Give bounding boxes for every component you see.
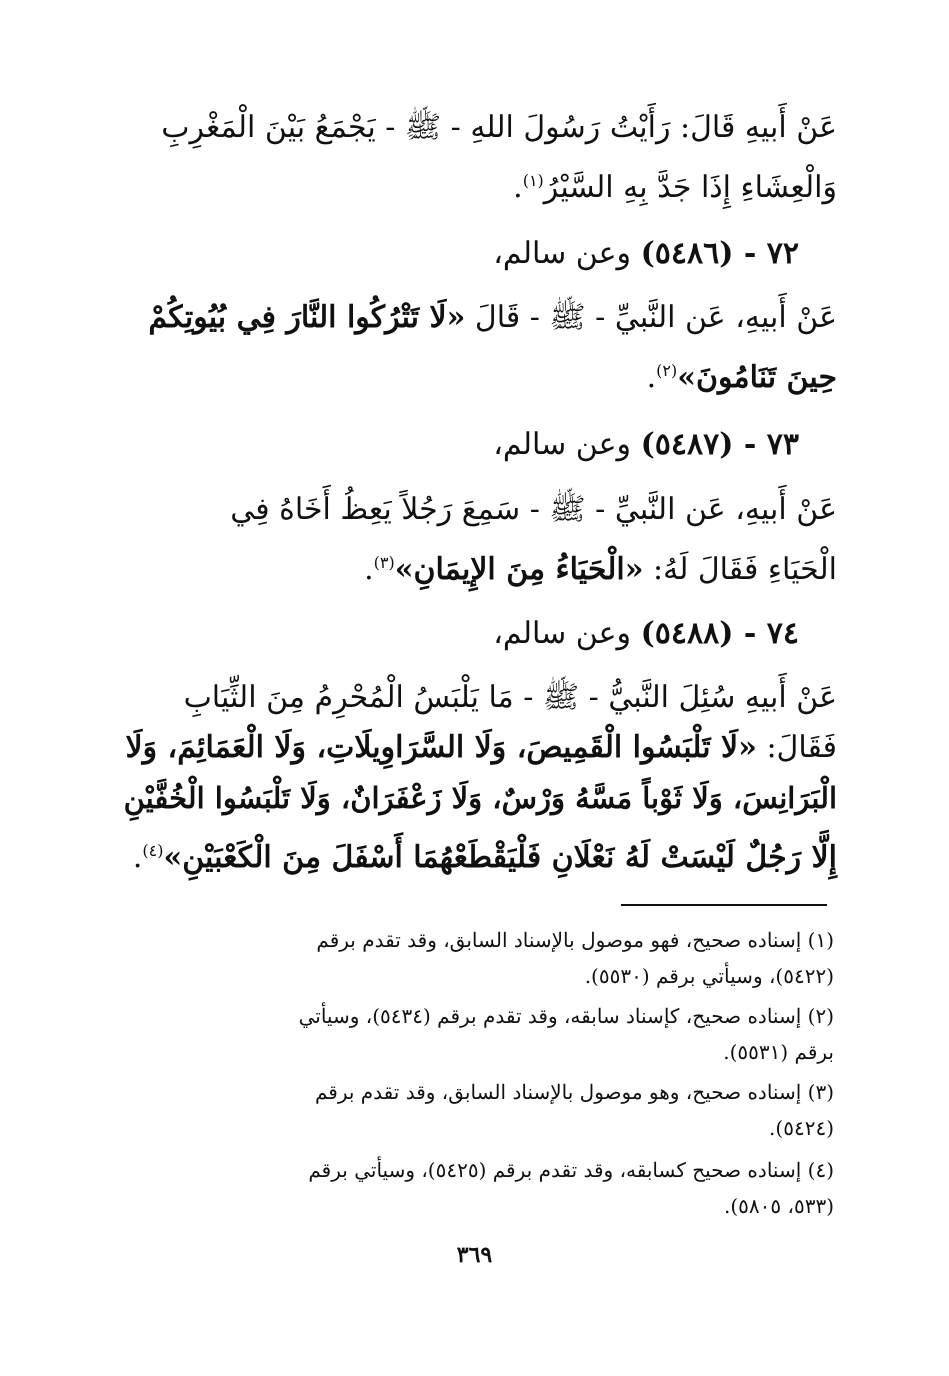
hadith-74-line-3: [120, 776, 837, 820]
hadith-74-narration: عَنْ أَبيهِ سُئِلَ النَّبيُّ - ﷺ - مَا يَلْبَسُ الْمُحْرِمُ مِنَ الثِّيَابِ: [183, 680, 837, 715]
page-number: ٣٦٩: [456, 1242, 493, 1268]
sentence-end: .: [364, 552, 374, 587]
footnote-4-line-2: [118, 1191, 834, 1221]
hadith-73-line-1: [120, 488, 837, 532]
footnote-1-line-1: [118, 925, 834, 955]
hadith-74-heading: [493, 612, 799, 656]
hadith-74-quote-cont: الْبَرَانِسَ، وَلَا ثَوْباً مَسَّهُ وَرْسٌ، وَلَا زَعْفَرَانٌ، وَلَا تَلْبَسُوا الْخُفَّيْنِ: [123, 781, 837, 815]
hadith-74-chain: وعن سالم،: [493, 616, 632, 651]
footnote-marker-3: (٣): [373, 553, 395, 572]
hadith-72-line-2: [120, 349, 837, 400]
footnote-3-line-1: [118, 1077, 834, 1107]
hadith-74-line-2: [120, 726, 837, 770]
hadith-72-narration: عَنْ أَبيهِ، عَن النَّبيِّ - ﷺ - قَالَ: [474, 300, 837, 335]
hadith-74-quote-end: إِلَّا رَجُلٌ لَيْسَتْ لَهُ نَعْلَانِ فَلْيَقْطَعْهُمَا أَسْفَلَ مِنَ الْكَعْبَيْنِ»: [163, 840, 837, 875]
hadith-72-heading: [493, 232, 799, 276]
footnote-3-line-2: [118, 1113, 834, 1143]
footnote-2-text: (٢) إسناده صحيح، كإسناد سابقه، وقد تقدم برقم (٥٤٣٤)، وسيأتي: [298, 1004, 834, 1028]
footnote-4-line-1: [118, 1155, 834, 1185]
hadith-71-line-2: [120, 159, 837, 210]
footnote-1-line-2: [118, 961, 834, 991]
hadith-72-quote: «لَا تَتْرُكُوا النَّارَ فِي بُيُوتِكُمْ: [148, 300, 466, 335]
hadith-74-number: ٧٤ - (٥٤٨٨): [640, 616, 799, 651]
hadith-73-chain: وعن سالم،: [493, 427, 632, 462]
footnote-2-text-end: برقم (٥٥٣١).: [723, 1040, 834, 1064]
footnote-1-text-end: (٥٤٢٢)، وسيأتي برقم (٥٥٣٠).: [584, 964, 834, 988]
hadith-74-line-4: [120, 829, 837, 880]
sentence-end: .: [646, 360, 657, 395]
hadith-72-line-1: [120, 296, 837, 340]
hadith-72-quote-end: حِينَ تَنَامُونَ»: [677, 360, 837, 395]
hadith-74-quote: «لَا تَلْبَسُوا الْقَمِيصَ، وَلَا السَّرَاوِيلَاتِ، وَلَا الْعَمَائِمَ، وَلَا: [125, 730, 757, 765]
sentence-end: .: [132, 840, 143, 875]
footnote-marker-2: (٢): [656, 361, 678, 380]
footnote-3-text-end: (٥٤٢٤).: [769, 1116, 834, 1140]
hadith-72-number: ٧٢ - (٥٤٨٦): [640, 236, 799, 271]
hadith-74-narration-said: فَقَالَ:: [766, 730, 837, 765]
hadith-73-line-2: [120, 541, 837, 592]
footnote-3-text: (٣) إسناده صحيح، وهو موصول بالإسناد السابق، وقد تقدم برقم: [314, 1080, 834, 1104]
footnote-2-line-2: [118, 1037, 834, 1067]
footnote-marker-4: (٤): [142, 841, 164, 860]
sentence-end: .: [513, 170, 523, 205]
footnote-2-line-1: [118, 1001, 834, 1031]
hadith-74-line-1: [120, 676, 837, 720]
hadith-73-heading: [493, 423, 799, 467]
footnote-1-text: (١) إسناده صحيح، فهو موصول بالإسناد السابق، وقد تقدم برقم: [316, 928, 834, 952]
hadith-73-narration: عَنْ أَبيهِ، عَن النَّبيِّ - ﷺ - سَمِعَ رَجُلاً يَعِظُ أَخَاهُ فِي: [230, 492, 837, 527]
hadith-71-line-1: [120, 106, 837, 150]
footnote-4-text: (٤) إسناده صحيح كسابقه، وقد تقدم برقم (٥٤٢٥)، وسيأتي برقم: [308, 1158, 834, 1182]
footnote-divider: [621, 904, 827, 906]
footnote-marker-1: (١): [522, 171, 544, 190]
hadith-71-text-end: وَالْعِشَاءِ إِذَا جَدَّ بِهِ السَّيْرُ: [543, 170, 837, 205]
hadith-72-chain: وعن سالم،: [493, 236, 632, 271]
footnote-4-text-end: (٥٣٣، ٥٨٠٥).: [724, 1194, 834, 1218]
hadith-73-narration-end: الْحَيَاءِ فَقَالَ لَهُ:: [653, 552, 837, 587]
hadith-73-quote: «الْحَيَاءُ مِنَ الإِيمَانِ»: [394, 552, 644, 587]
hadith-73-number: ٧٣ - (٥٤٨٧): [640, 427, 799, 462]
hadith-71-text: عَنْ أَبيهِ قَالَ: رَأَيْتُ رَسُولَ اللهِ - ﷺ - يَجْمَعُ بَيْنَ الْمَغْرِبِ: [161, 110, 837, 145]
